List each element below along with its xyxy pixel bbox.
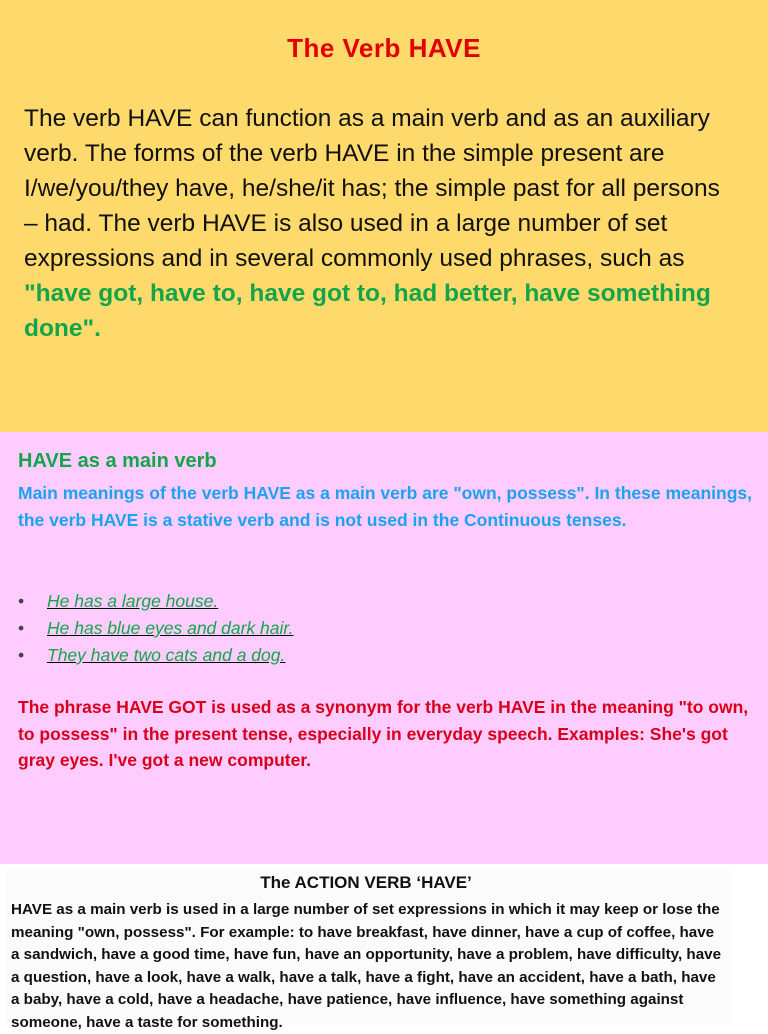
- example-sentence: He has blue eyes and dark hair.: [47, 618, 294, 638]
- example-sentence: They have two cats and a dog.: [47, 645, 286, 665]
- have-got-note: The phrase HAVE GOT is used as a synonym for the verb HAVE in the meaning "to own, to possess" in the present tense, especially in everyday speech. Examples: She's got gray eyes. I've got a new computer.: [18, 697, 749, 770]
- example-list: [18, 588, 293, 669]
- action-verb-body: HAVE as a main verb is used in a large number of set expressions in which it may keep or lose the meaning "own, possess". For example: to have breakfast, have dinner, have a cup of coffee, have a sandwich, have a good time, have fun, have an opportunity, have a problem, have difficulty, have a question, have a look, have a walk, have a talk, have a fight, have an accident, have a bath, have a baby, have a cold, have a headache, have patience, have influence, have something against someone, have a taste for something.: [11, 901, 722, 1031]
- bullet-icon: •: [18, 645, 25, 665]
- intro-text: The verb HAVE can function as a main verb and as an auxiliary verb. The forms of the verb HAVE in the simple present are I/we/you/they have, he/she/it has; the simple past for all persons – had. The verb HAVE is also used in a large number of set expressions and in several commonly used phrases, such as: [24, 105, 720, 272]
- bullet-icon: •: [18, 618, 25, 638]
- intro-highlight-phrases: "have got, have to, have got to, had better, have something done".: [24, 280, 711, 342]
- bullet-icon: •: [18, 591, 25, 611]
- page-title: The Verb HAVE: [287, 33, 481, 63]
- example-sentence: He has a large house.: [47, 591, 219, 611]
- main-verb-intro: Main meanings of the verb HAVE as a main verb are "own, possess". In these meanings, the verb HAVE is a stative verb and is not used in the Continuous tenses.: [18, 483, 752, 530]
- list-item: [18, 642, 293, 669]
- action-verb-title: The ACTION VERB ‘HAVE’: [260, 873, 472, 892]
- main-verb-heading: HAVE as a main verb: [18, 450, 217, 472]
- list-item: [18, 615, 293, 642]
- list-item: [18, 588, 293, 615]
- intro-paragraph: [24, 101, 724, 346]
